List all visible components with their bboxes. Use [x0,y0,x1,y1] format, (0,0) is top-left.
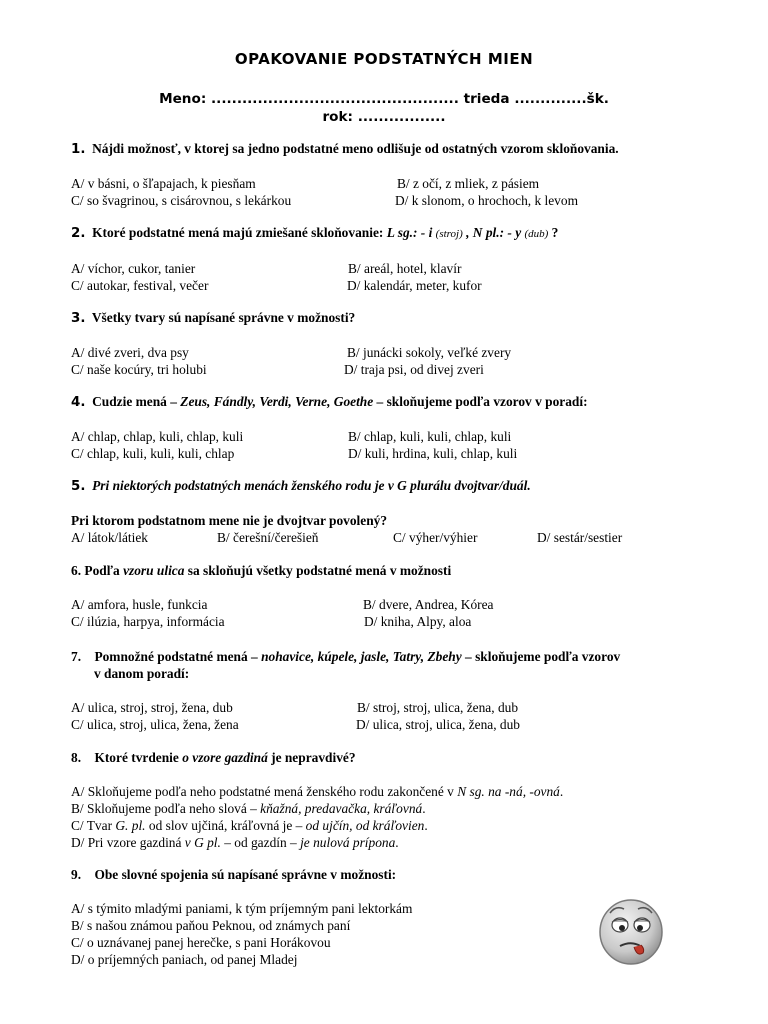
question-pattern: o vzore gazdiná [182,750,268,765]
question-7 [71,648,721,733]
option-text-italic: od ujčín, od kráľovien [305,818,425,833]
question-1 [71,140,721,209]
question-number: 1. [71,142,86,157]
option-a[interactable]: A/ chlap, chlap, kuli, chlap, kuli [71,429,244,444]
options-row [71,596,721,613]
option-d[interactable]: D/ kniha, Alpy, aloa [364,614,472,629]
option-c[interactable]: C/ so švagrinou, s cisárovnou, s lekárkou [71,193,292,208]
option-text: B/ Skloňujeme podľa neho slová – [71,801,261,816]
options-row [71,428,721,445]
option-b[interactable]: B/ z očí, z mliek, z pásiem [397,176,540,191]
question-names: nohavice, kúpele, jasle, Tatry, Zbehy [261,649,462,664]
year-line: rok: ................. [322,109,446,125]
sick-smiley-icon [596,895,666,967]
option-b[interactable]: B/ junácki sokoly, veľké zvery [347,345,512,360]
options-row [71,175,721,192]
option-a[interactable]: A/ látok/látiek [71,530,148,545]
question-number: 4. [71,395,86,410]
option-c[interactable] [71,817,721,834]
option-c[interactable]: C/ o uznávanej panej herečke, s pani Horákovou [71,935,331,950]
question-text: Ktoré podstatné mená majú zmiešané skloňovanie: [92,225,387,240]
question-text: Nájdi možnosť, v ktorej sa jedno podstatné meno odlišuje od ostatných vzorom skloňovania. [92,141,619,156]
option-d[interactable]: D/ kuli, hrdina, kuli, chlap, kuli [348,446,518,461]
question-2 [71,224,721,294]
options-row [71,277,721,294]
question-text: Cudzie mená – [92,394,181,409]
option-a[interactable]: A/ ulica, stroj, stroj, žena, dub [71,700,233,715]
option-b[interactable]: B/ stroj, stroj, ulica, žena, dub [357,700,519,715]
options-row [71,260,721,277]
option-d[interactable]: D/ sestár/sestier [537,530,623,545]
question-text: Podľa [84,563,124,578]
options-row [71,344,721,361]
option-b[interactable]: B/ s našou známou paňou Peknou, od známych paní [71,918,351,933]
name-class-line: Meno: ................................................ trieda ..............šk. [159,91,609,107]
question-text: Pri niektorých podstatných menách ženského rodu je v G plurálu dvojtvar/duál. [92,478,531,493]
option-b[interactable]: B/ chlap, kuli, kuli, chlap, kuli [348,429,512,444]
options-row [71,445,721,462]
question-mark: ? [548,225,559,240]
option-c[interactable]: C/ výher/výhier [393,530,478,545]
question-5 [71,477,721,546]
option-b[interactable]: B/ dvere, Andrea, Kórea [363,597,494,612]
option-d[interactable]: D/ o príjemných paniach, od panej Mladej [71,952,298,967]
option-text: od slov ujčiná, kráľovná je – [145,818,306,833]
options-row [71,716,721,733]
question-text: Pomnožné podstatné mená – [94,649,262,664]
option-c[interactable]: C/ autokar, festival, večer [71,278,209,293]
option-text-italic: v G pl. [184,835,221,850]
option-d[interactable] [71,834,721,851]
option-b[interactable] [71,800,721,817]
question-text-cont: v danom poradí: [94,666,190,681]
option-d[interactable]: D/ traja psi, od divej zveri [344,362,484,377]
option-text: C/ Tvar [71,818,116,833]
option-c[interactable]: C/ naše kocúry, tri holubi [71,362,207,377]
question-text: je nepravdivé? [267,750,356,765]
question-text: Ktoré tvrdenie [94,750,183,765]
question-number: 7. [71,649,82,664]
pattern-dub: (dub) [524,228,549,240]
question-number: 8. [71,750,82,765]
options-row [71,699,721,716]
question-4 [71,393,721,462]
option-a[interactable] [71,783,721,800]
option-c[interactable]: C/ ilúzia, harpya, informácia [71,614,225,629]
option-c[interactable]: C/ chlap, kuli, kuli, kuli, chlap [71,446,235,461]
question-6 [71,562,721,630]
options-row [71,192,721,209]
options-row [71,613,721,630]
question-names: Zeus, Fándly, Verdi, Verne, Goethe [180,394,374,409]
option-b[interactable]: B/ čerešní/čerešieň [217,530,319,545]
question-text: – skloňujeme podľa vzorov v poradí: [373,394,588,409]
question-text: Obe slovné spojenia sú napísané správne v možnosti: [94,867,397,882]
option-text: . [559,784,564,799]
question-number: 6. [71,563,82,578]
options-row [71,361,721,378]
question-number: 9. [71,867,82,882]
option-text-italic: G. pl. [115,818,146,833]
option-text: D/ Pri vzore gazdiná [71,835,185,850]
option-a[interactable]: A/ v básni, o šľapajach, k piesňam [71,176,256,191]
option-b[interactable]: B/ areál, hotel, klavír [348,261,462,276]
option-text: A/ Skloňujeme podľa neho podstatné mená ženského rodu zakončené v [71,784,458,799]
question-8 [71,749,721,851]
question-subtext: Pri ktorom podstatnom mene nie je dvojtvar povolený? [71,513,388,528]
option-c[interactable]: C/ ulica, stroj, ulica, žena, žena [71,717,239,732]
option-text-italic: je nulová prípona [300,835,396,850]
option-text-italic: N sg. na -ná, -ovná [457,784,560,799]
name-fields [0,90,768,126]
question-number: 2. [71,226,86,241]
question-number: 3. [71,311,86,326]
question-pattern: vzoru ulica [123,563,185,578]
option-text: – od gazdín – [220,835,301,850]
options-row [71,529,721,546]
pattern-stroj: (stroj) [435,228,463,240]
option-d[interactable]: D/ ulica, stroj, ulica, žena, dub [356,717,520,732]
option-a[interactable]: A/ víchor, cukor, tanier [71,261,196,276]
option-a[interactable]: A/ divé zveri, dva psy [71,345,189,360]
question-text: – skloňujeme podľa vzorov [461,649,621,664]
question-number: 5. [71,479,86,494]
page-title: OPAKOVANIE PODSTATNÝCH MIEN [234,50,534,68]
option-text-italic: kňažná, predavačka, kráľovná [260,801,423,816]
question-text-italic: , N pl.: - y [462,225,525,240]
option-text: . [424,818,428,833]
option-text: . [395,835,399,850]
question-text: sa skloňujú všetky podstatné mená v možnosti [184,563,452,578]
option-a[interactable]: A/ amfora, husle, funkcia [71,597,208,612]
option-a[interactable]: A/ s týmito mladými paniami, k tým príjemným pani lektorkám [71,901,413,916]
question-text: Všetky tvary sú napísané správne v možnosti? [91,310,356,325]
option-d[interactable]: D/ k slonom, o hrochoch, k levom [395,193,578,208]
question-text-italic: L sg.: - i [386,225,436,240]
question-3 [71,309,721,378]
option-d[interactable]: D/ kalendár, meter, kufor [347,278,482,293]
option-text: . [422,801,426,816]
